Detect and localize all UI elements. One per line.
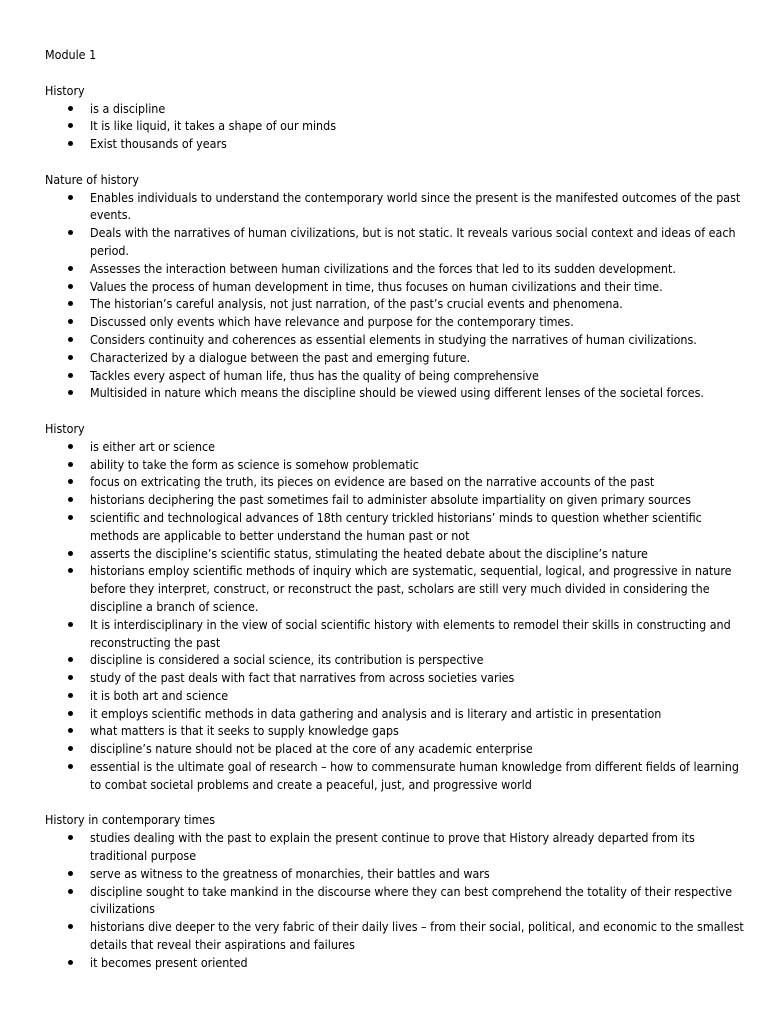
list-item-text: scientific and technological advances of 18th century trickled historians’ minds to question whether scientific methods are applicable to better understand the human past or not [90, 509, 702, 543]
list-item-text: It is like liquid, it takes a shape of our minds [90, 118, 337, 134]
list-item [45, 473, 745, 491]
list-item-text: Assesses the interaction between human civilizations and the forces that led to its sudden development. [90, 260, 676, 276]
list-item [45, 135, 745, 153]
list-item-text: Multisided in nature which means the discipline should be viewed using different lenses of the societal forces. [90, 385, 704, 401]
bullet-icon [65, 562, 75, 580]
list-item-text: Characterized by a dialogue between the past and emerging future. [90, 349, 471, 365]
list-item [45, 100, 745, 118]
list-item [45, 545, 745, 563]
list-item [45, 438, 745, 456]
bullet-icon [65, 367, 75, 385]
list-item-text: Tackles every aspect of human life, thus has the quality of being comprehensive [90, 367, 539, 383]
document-body [45, 46, 745, 989]
list-item [45, 651, 745, 669]
list-item-text: it becomes present oriented [90, 954, 248, 970]
bullet-icon [65, 509, 75, 527]
bullet-icon [65, 865, 75, 883]
bullet-icon [65, 260, 75, 278]
list-item [45, 313, 745, 331]
list-item-text: discipline sought to take mankind in the discourse where they can best comprehend the totality of their respective civilizations [90, 883, 733, 917]
list-item-text: it employs scientific methods in data gathering and analysis and is literary and artistic in presentation [90, 705, 662, 721]
list-item [45, 687, 745, 705]
list-item-text: Considers continuity and coherences as essential elements in studying the narratives of human civilizations. [90, 331, 697, 347]
list-item [45, 331, 745, 349]
list-item [45, 260, 745, 278]
list-item-text: Deals with the narratives of human civilizations, but is not static. It reveals various social context and ideas of each period. [90, 225, 736, 258]
bullet-icon [65, 456, 75, 474]
list-item [45, 224, 745, 260]
list-item-text: Discussed only events which have relevance and purpose for the contemporary times. [90, 314, 574, 330]
bullet-icon [65, 545, 75, 563]
list-item [45, 954, 745, 972]
list-item-text: discipline is considered a social science, its contribution is perspective [90, 652, 484, 668]
bullet-icon [65, 224, 75, 242]
bullet-icon [65, 491, 75, 509]
bullet-icon [65, 722, 75, 740]
bullet-icon [65, 331, 75, 349]
bullet-icon [65, 100, 75, 118]
bullet-icon [65, 117, 75, 135]
list-item [45, 117, 745, 135]
bullet-icon [65, 954, 75, 972]
list-item-text: historians dive deeper to the very fabric of their daily lives – from their social, political, and economic to the smallest details that reveal their aspirations and failures [90, 919, 744, 953]
bullet-icon [65, 295, 75, 313]
list-item-text: it is both art and science [90, 687, 229, 703]
list-item [45, 562, 745, 615]
section-history-intro [45, 82, 745, 153]
list-item [45, 669, 745, 687]
list-item [45, 189, 745, 225]
list-item [45, 384, 745, 402]
list-item-text: study of the past deals with fact that narratives from across societies varies [90, 670, 515, 686]
section-history-art-or-science [45, 420, 745, 794]
list-item [45, 865, 745, 883]
bullet-list [45, 438, 745, 794]
list-item-text: Enables individuals to understand the contemporary world since the present is the manifested outcomes of the past events. [90, 189, 741, 223]
list-item [45, 758, 745, 794]
list-item [45, 705, 745, 723]
module-title: Module 1 [45, 47, 97, 62]
list-item [45, 367, 745, 385]
list-item-text: focus on extricating the truth, its pieces on evidence are based on the narrative accounts of the past [90, 474, 655, 490]
list-item [45, 722, 745, 740]
bullet-icon [65, 189, 75, 207]
list-item [45, 349, 745, 367]
list-item [45, 491, 745, 509]
section-heading: History [45, 82, 85, 98]
bullet-icon [65, 278, 75, 296]
bullet-icon [65, 669, 75, 687]
list-item-text: It is interdisciplinary in the view of social scientific history with elements to remodel their skills in constructing and reconstructing the past [90, 616, 731, 650]
list-item-text: historians deciphering the past sometimes fail to administer absolute impartiality on given primary sources [90, 492, 691, 508]
bullet-list [45, 189, 745, 403]
list-item [45, 883, 745, 919]
list-item-text: discipline’s nature should not be placed at the core of any academic enterprise [90, 741, 533, 757]
bullet-icon [65, 758, 75, 776]
section-history-contemporary [45, 811, 745, 971]
section-nature-of-history [45, 171, 745, 402]
bullet-icon [65, 829, 75, 847]
section-heading: History [45, 420, 85, 436]
bullet-icon [65, 135, 75, 153]
bullet-icon [65, 740, 75, 758]
list-item-text: essential is the ultimate goal of research – how to commensurate human knowledge from different fields of learning to combat societal problems and create a peaceful, just, and progressive world [90, 759, 739, 792]
bullet-icon [65, 616, 75, 634]
list-item-text: studies dealing with the past to explain the present continue to prove that History already departed from its traditional purpose [90, 830, 695, 864]
bullet-list [45, 100, 745, 153]
section-heading: Nature of history [45, 171, 139, 187]
list-item-text: historians employ scientific methods of inquiry which are systematic, sequential, logical, and progressive in nature before they interpret, construct, or reconstruct the past, scholars are still very much divided in considering the discipline a branch of science. [90, 563, 732, 614]
list-item-text: The historian’s careful analysis, not just narration, of the past’s crucial events and phenomena. [90, 296, 623, 312]
list-item [45, 740, 745, 758]
list-item [45, 456, 745, 474]
bullet-icon [65, 438, 75, 456]
list-item-text: asserts the discipline’s scientific status, stimulating the heated debate about the discipline’s nature [90, 545, 648, 561]
list-item-text: serve as witness to the greatness of monarchies, their battles and wars [90, 865, 490, 881]
bullet-icon [65, 651, 75, 669]
list-item-text: what matters is that it seeks to supply knowledge gaps [90, 723, 399, 739]
bullet-icon [65, 705, 75, 723]
section-heading: History in contemporary times [45, 812, 216, 828]
list-item [45, 295, 745, 313]
bullet-icon [65, 918, 75, 936]
list-item-text: ability to take the form as science is somehow problematic [90, 456, 419, 472]
bullet-icon [65, 349, 75, 367]
list-item-text: Values the process of human development in time, thus focuses on human civilizations and their time. [90, 278, 663, 294]
list-item-text: is a discipline [90, 100, 166, 116]
bullet-icon [65, 883, 75, 901]
list-item [45, 918, 745, 954]
list-item [45, 278, 745, 296]
list-item-text: is either art or science [90, 438, 216, 454]
list-item-text: Exist thousands of years [90, 136, 227, 152]
list-item [45, 509, 745, 545]
list-item [45, 616, 745, 652]
bullet-icon [65, 384, 75, 402]
bullet-icon [65, 473, 75, 491]
bullet-icon [65, 687, 75, 705]
bullet-list [45, 829, 745, 971]
bullet-icon [65, 313, 75, 331]
list-item [45, 829, 745, 865]
